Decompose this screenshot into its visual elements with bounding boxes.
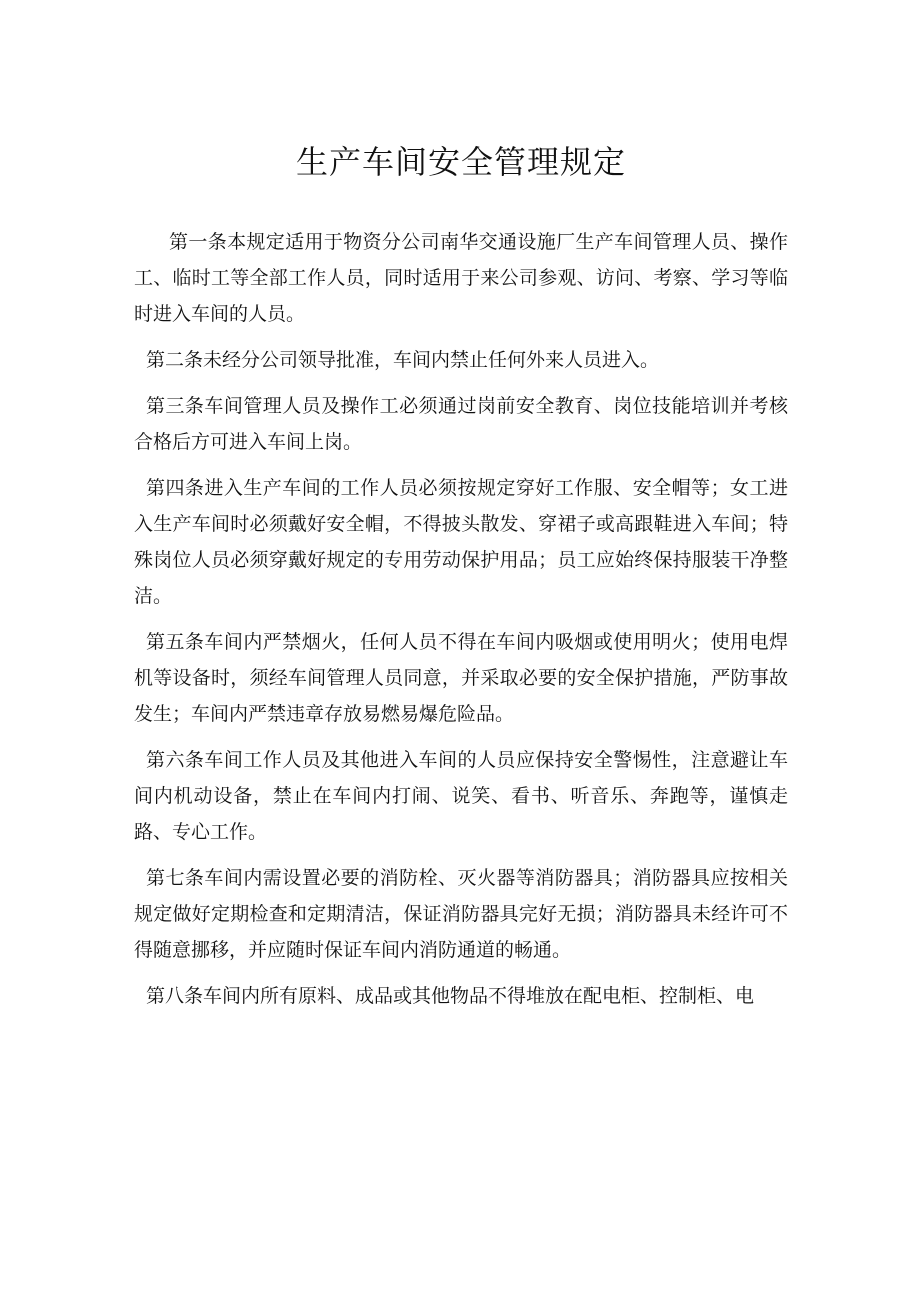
article-5: 第五条车间内严禁烟火，任何人员不得在车间内吸烟或使用明火；使用电焊机等设备时，须经车间管理人员同意，并采取必要的安全保护措施，严防事故发生；车间内严禁违章存放易燃易爆危险品。 xyxy=(134,631,788,725)
document-body xyxy=(134,224,788,1014)
article-7: 第七条车间内需设置必要的消防栓、灭火器等消防器具；消防器具应按相关规定做好定期检查和定期清洁，保证消防器具完好无损；消防器具未经许可不得随意挪移，并应随时保证车间内消防通道的畅通。 xyxy=(134,867,788,961)
article-3: 第三条车间管理人员及操作工必须通过岗前安全教育、岗位技能培训并考核合格后方可进入车间上岗。 xyxy=(134,395,788,453)
article-1: 第一条本规定适用于物资分公司南华交通设施厂生产车间管理人员、操作工、临时工等全部工作人员，同时适用于来公司参观、访问、考察、学习等临时进入车间的人员。 xyxy=(134,231,788,325)
article-2: 第二条未经分公司领导批准，车间内禁止任何外来人员进入。 xyxy=(146,349,660,371)
document-title: 生产车间安全管理规定 xyxy=(295,143,626,181)
article-6: 第六条车间工作人员及其他进入车间的人员应保持安全警惕性，注意避让车间内机动设备，禁止在车间内打闹、说笑、看书、听音乐、奔跑等，谨慎走路、专心工作。 xyxy=(134,749,788,843)
article-4: 第四条进入生产车间的工作人员必须按规定穿好工作服、安全帽等；女工进入生产车间时必须戴好安全帽，不得披头散发、穿裙子或高跟鞋进入车间；特殊岗位人员必须穿戴好规定的专用劳动保护用品；员工应始终保持服装干净整洁。 xyxy=(134,477,788,607)
article-8: 第八条车间内所有原料、成品或其他物品不得堆放在配电柜、控制柜、电 xyxy=(146,985,755,1007)
